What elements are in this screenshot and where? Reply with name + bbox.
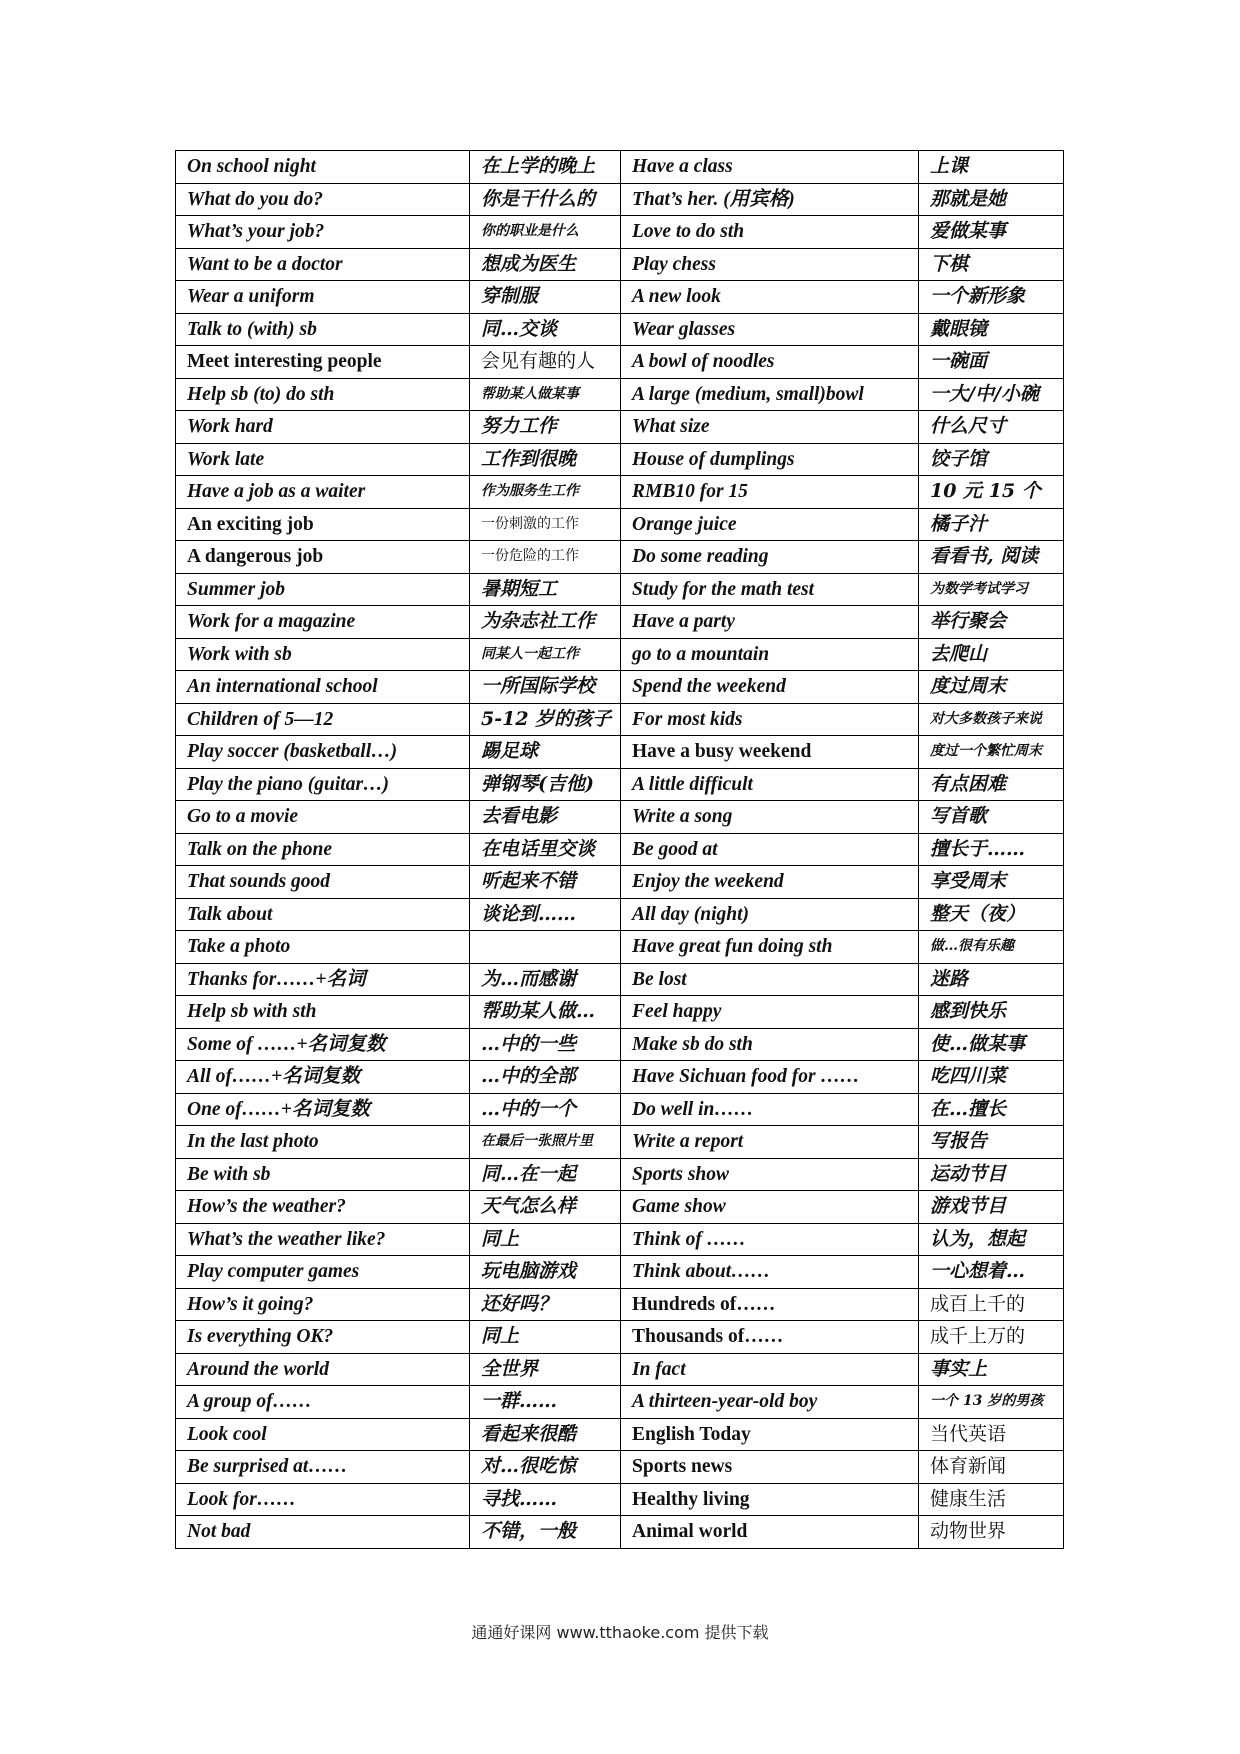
- phrase-chinese-left: 同…交谈: [470, 313, 621, 346]
- phrase-english-left: A group of……: [176, 1386, 470, 1419]
- phrase-chinese-right: 那就是她: [919, 183, 1064, 216]
- table-row: [176, 1256, 1064, 1289]
- phrase-english-left: Work hard: [176, 411, 470, 444]
- table-row: [176, 1158, 1064, 1191]
- phrase-chinese-right: 有点困难: [919, 768, 1064, 801]
- phrase-english-left: Help sb (to) do sth: [176, 378, 470, 411]
- table-row: [176, 638, 1064, 671]
- phrase-english-right: Play chess: [621, 248, 919, 281]
- phrase-chinese-right: 游戏节目: [919, 1191, 1064, 1224]
- phrase-chinese-left: 同…在一起: [470, 1158, 621, 1191]
- phrase-chinese-left: 在最后一张照片里: [470, 1126, 621, 1159]
- phrase-english-right: Do well in……: [621, 1093, 919, 1126]
- phrase-chinese-right: 戴眼镜: [919, 313, 1064, 346]
- phrase-english-right: House of dumplings: [621, 443, 919, 476]
- phrase-chinese-right: 一心想着…: [919, 1256, 1064, 1289]
- table-row: [176, 443, 1064, 476]
- phrase-chinese-right: 橘子汁: [919, 508, 1064, 541]
- phrase-english-right: Have a busy weekend: [621, 736, 919, 769]
- table-row: [176, 1451, 1064, 1484]
- phrase-english-right: Orange juice: [621, 508, 919, 541]
- phrase-chinese-right: 度过周末: [919, 671, 1064, 704]
- phrase-english-left: Play computer games: [176, 1256, 470, 1289]
- phrase-chinese-left: …中的一个: [470, 1093, 621, 1126]
- phrase-english-left: Talk on the phone: [176, 833, 470, 866]
- phrase-chinese-left: 为杂志社工作: [470, 606, 621, 639]
- phrase-chinese-left: 你的职业是什么: [470, 216, 621, 249]
- phrase-chinese-right: 感到快乐: [919, 996, 1064, 1029]
- phrase-chinese-left: 谈论到……: [470, 898, 621, 931]
- phrase-english-right: Thousands of……: [621, 1321, 919, 1354]
- phrase-chinese-right: 写首歌: [919, 801, 1064, 834]
- phrase-english-right: English Today: [621, 1418, 919, 1451]
- phrase-english-right: Write a report: [621, 1126, 919, 1159]
- phrase-chinese-left: [470, 931, 621, 964]
- table-row: [176, 1223, 1064, 1256]
- phrase-chinese-right: 对大多数孩子来说: [919, 703, 1064, 736]
- phrase-english-left: Around the world: [176, 1353, 470, 1386]
- table-row: [176, 346, 1064, 379]
- footer-credit: 通通好课网 www.tthaoke.com 提供下载: [471, 1623, 769, 1642]
- phrase-chinese-left: 玩电脑游戏: [470, 1256, 621, 1289]
- phrase-english-left: Look for……: [176, 1483, 470, 1516]
- phrase-english-left: Work late: [176, 443, 470, 476]
- phrase-chinese-left: 同上: [470, 1223, 621, 1256]
- phrase-chinese-right: 一个新形象: [919, 281, 1064, 314]
- phrase-chinese-left: 作为服务生工作: [470, 476, 621, 509]
- phrase-chinese-left: 还好吗？: [470, 1288, 621, 1321]
- phrase-english-left: Work with sb: [176, 638, 470, 671]
- phrase-chinese-right: 动物世界: [919, 1516, 1064, 1549]
- phrase-chinese-left: 一份危险的工作: [470, 541, 621, 574]
- phrase-english-left: What do you do?: [176, 183, 470, 216]
- phrase-english-left: That sounds good: [176, 866, 470, 899]
- phrase-chinese-right: 成千上万的: [919, 1321, 1064, 1354]
- phrase-chinese-right: 享受周末: [919, 866, 1064, 899]
- phrase-chinese-right: 当代英语: [919, 1418, 1064, 1451]
- phrase-english-left: All of……+名词复数: [176, 1061, 470, 1094]
- phrase-english-right: All day (night): [621, 898, 919, 931]
- table-row: [176, 1353, 1064, 1386]
- phrase-english-right: Write a song: [621, 801, 919, 834]
- phrase-chinese-left: 一所国际学校: [470, 671, 621, 704]
- phrase-chinese-left: 寻找……: [470, 1483, 621, 1516]
- table-row: [176, 898, 1064, 931]
- table-row: [176, 541, 1064, 574]
- phrase-chinese-right: 在…擅长: [919, 1093, 1064, 1126]
- phrase-english-left: Summer job: [176, 573, 470, 606]
- phrase-english-right: RMB10 for 15: [621, 476, 919, 509]
- phrase-english-left: On school night: [176, 151, 470, 184]
- phrase-chinese-left: 同上: [470, 1321, 621, 1354]
- phrase-chinese-left: 在上学的晚上: [470, 151, 621, 184]
- table-row: [176, 1516, 1064, 1549]
- table-row: [176, 1093, 1064, 1126]
- phrase-english-right: Think of ……: [621, 1223, 919, 1256]
- table-row: [176, 1288, 1064, 1321]
- phrase-chinese-left: 会见有趣的人: [470, 346, 621, 379]
- phrase-english-right: Healthy living: [621, 1483, 919, 1516]
- phrase-english-left: Meet interesting people: [176, 346, 470, 379]
- phrase-english-right: Sports show: [621, 1158, 919, 1191]
- phrase-english-right: A thirteen-year-old boy: [621, 1386, 919, 1419]
- table-row: [176, 963, 1064, 996]
- phrase-english-left: Some of ……+名词复数: [176, 1028, 470, 1061]
- phrase-english-right: Have a class: [621, 151, 919, 184]
- phrase-chinese-right: 使…做某事: [919, 1028, 1064, 1061]
- phrase-english-left: What’s your job?: [176, 216, 470, 249]
- phrase-english-right: What size: [621, 411, 919, 444]
- phrase-english-right: That’s her. (用宾格): [621, 183, 919, 216]
- phrase-chinese-left: …中的全部: [470, 1061, 621, 1094]
- phrase-english-left: Want to be a doctor: [176, 248, 470, 281]
- phrase-chinese-left: 穿制服: [470, 281, 621, 314]
- phrase-chinese-left: 工作到很晚: [470, 443, 621, 476]
- phrase-chinese-right: 上课: [919, 151, 1064, 184]
- table-row: [176, 476, 1064, 509]
- phrase-chinese-right: 为数学考试学习: [919, 573, 1064, 606]
- phrase-chinese-right: 写报告: [919, 1126, 1064, 1159]
- table-row: [176, 1061, 1064, 1094]
- table-row: [176, 866, 1064, 899]
- phrase-chinese-left: 一份刺激的工作: [470, 508, 621, 541]
- phrase-chinese-left: 暑期短工: [470, 573, 621, 606]
- table-row: [176, 1321, 1064, 1354]
- phrase-english-right: Study for the math test: [621, 573, 919, 606]
- table-row: [176, 931, 1064, 964]
- phrase-chinese-right: 做…很有乐趣: [919, 931, 1064, 964]
- phrase-chinese-left: …中的一些: [470, 1028, 621, 1061]
- phrase-english-right: A new look: [621, 281, 919, 314]
- table-row: [176, 183, 1064, 216]
- phrase-english-right: For most kids: [621, 703, 919, 736]
- table-row: [176, 508, 1064, 541]
- table-row: [176, 1386, 1064, 1419]
- phrase-chinese-left: 听起来不错: [470, 866, 621, 899]
- phrase-chinese-left: 同某人一起工作: [470, 638, 621, 671]
- table-row: [176, 281, 1064, 314]
- phrase-chinese-right: 一个 13 岁的男孩: [919, 1386, 1064, 1419]
- phrase-english-right: A large (medium, small)bowl: [621, 378, 919, 411]
- phrase-english-left: A dangerous job: [176, 541, 470, 574]
- phrase-chinese-right: 饺子馆: [919, 443, 1064, 476]
- phrase-english-left: Thanks for……+名词: [176, 963, 470, 996]
- table-row: [176, 671, 1064, 704]
- phrase-chinese-left: 你是干什么的: [470, 183, 621, 216]
- phrase-english-left: Not bad: [176, 1516, 470, 1549]
- phrase-chinese-right: 迷路: [919, 963, 1064, 996]
- phrase-chinese-right: 事实上: [919, 1353, 1064, 1386]
- table-row: [176, 1483, 1064, 1516]
- phrase-chinese-right: 认为，想起: [919, 1223, 1064, 1256]
- table-row: [176, 411, 1064, 444]
- phrase-english-left: In the last photo: [176, 1126, 470, 1159]
- phrase-chinese-left: 天气怎么样: [470, 1191, 621, 1224]
- table-row: [176, 313, 1064, 346]
- table-row: [176, 736, 1064, 769]
- phrase-english-right: Do some reading: [621, 541, 919, 574]
- phrase-english-right: Spend the weekend: [621, 671, 919, 704]
- phrase-chinese-right: 爱做某事: [919, 216, 1064, 249]
- phrase-chinese-right: 健康生活: [919, 1483, 1064, 1516]
- phrase-english-right: In fact: [621, 1353, 919, 1386]
- phrase-chinese-left: 帮助某人做…: [470, 996, 621, 1029]
- phrase-chinese-left: 为…而感谢: [470, 963, 621, 996]
- phrase-english-left: Play the piano (guitar…): [176, 768, 470, 801]
- phrase-chinese-right: 看看书, 阅读: [919, 541, 1064, 574]
- table-row: [176, 801, 1064, 834]
- phrase-english-right: Love to do sth: [621, 216, 919, 249]
- phrase-english-left: Be with sb: [176, 1158, 470, 1191]
- phrase-chinese-left: 一群……: [470, 1386, 621, 1419]
- phrase-english-left: An exciting job: [176, 508, 470, 541]
- phrase-chinese-left: 努力工作: [470, 411, 621, 444]
- phrase-english-left: Wear a uniform: [176, 281, 470, 314]
- phrase-english-left: What’s the weather like?: [176, 1223, 470, 1256]
- phrase-english-left: Look cool: [176, 1418, 470, 1451]
- phrase-english-right: Enjoy the weekend: [621, 866, 919, 899]
- phrase-chinese-right: 擅长于……: [919, 833, 1064, 866]
- table-row: [176, 1126, 1064, 1159]
- phrase-chinese-right: 举行聚会: [919, 606, 1064, 639]
- phrase-english-right: Feel happy: [621, 996, 919, 1029]
- phrase-english-left: Have a job as a waiter: [176, 476, 470, 509]
- table-row: [176, 1418, 1064, 1451]
- phrase-chinese-right: 什么尺寸: [919, 411, 1064, 444]
- phrase-chinese-left: 不错，一般: [470, 1516, 621, 1549]
- phrase-english-right: Be good at: [621, 833, 919, 866]
- phrase-english-left: Work for a magazine: [176, 606, 470, 639]
- phrase-chinese-right: 整天（夜）: [919, 898, 1064, 931]
- phrase-chinese-left: 在电话里交谈: [470, 833, 621, 866]
- phrase-english-left: Talk to (with) sb: [176, 313, 470, 346]
- phrase-english-right: go to a mountain: [621, 638, 919, 671]
- phrase-chinese-right: 一碗面: [919, 346, 1064, 379]
- phrase-chinese-right: 下棋: [919, 248, 1064, 281]
- phrase-chinese-right: 吃四川菜: [919, 1061, 1064, 1094]
- phrase-chinese-left: 踢足球: [470, 736, 621, 769]
- phrase-english-right: A bowl of noodles: [621, 346, 919, 379]
- table-row: [176, 378, 1064, 411]
- phrase-english-left: How’s it going?: [176, 1288, 470, 1321]
- phrase-english-right: Have a party: [621, 606, 919, 639]
- phrase-chinese-right: 一大/中/小碗: [919, 378, 1064, 411]
- phrase-chinese-left: 想成为医生: [470, 248, 621, 281]
- phrase-english-left: Play soccer (basketball…): [176, 736, 470, 769]
- phrase-english-right: Sports news: [621, 1451, 919, 1484]
- phrase-english-left: An international school: [176, 671, 470, 704]
- phrase-english-left: Help sb with sth: [176, 996, 470, 1029]
- phrase-english-right: Game show: [621, 1191, 919, 1224]
- phrase-chinese-right: 体育新闻: [919, 1451, 1064, 1484]
- table-row: [176, 1191, 1064, 1224]
- phrase-chinese-left: 对…很吃惊: [470, 1451, 621, 1484]
- phrase-english-right: A little difficult: [621, 768, 919, 801]
- table-row: [176, 151, 1064, 184]
- phrase-english-left: How’s the weather?: [176, 1191, 470, 1224]
- vocabulary-table: [175, 150, 1064, 1549]
- table-row: [176, 606, 1064, 639]
- phrase-chinese-left: 5-12 岁的孩子: [470, 703, 621, 736]
- table-row: [176, 996, 1064, 1029]
- phrase-english-left: Talk about: [176, 898, 470, 931]
- phrase-chinese-right: 10 元 15 个: [919, 476, 1064, 509]
- phrase-english-right: Have Sichuan food for ……: [621, 1061, 919, 1094]
- table-row: [176, 703, 1064, 736]
- phrase-chinese-right: 去爬山: [919, 638, 1064, 671]
- phrase-english-left: Take a photo: [176, 931, 470, 964]
- table-row: [176, 216, 1064, 249]
- table-row: [176, 248, 1064, 281]
- table-row: [176, 1028, 1064, 1061]
- vocabulary-table-body: [176, 151, 1064, 1549]
- phrase-english-right: Animal world: [621, 1516, 919, 1549]
- phrase-chinese-left: 帮助某人做某事: [470, 378, 621, 411]
- table-row: [176, 768, 1064, 801]
- phrase-english-right: Be lost: [621, 963, 919, 996]
- phrase-english-left: Is everything OK?: [176, 1321, 470, 1354]
- phrase-chinese-left: 全世界: [470, 1353, 621, 1386]
- phrase-english-right: Hundreds of……: [621, 1288, 919, 1321]
- phrase-english-right: Think about……: [621, 1256, 919, 1289]
- phrase-english-right: Make sb do sth: [621, 1028, 919, 1061]
- phrase-english-left: One of……+名词复数: [176, 1093, 470, 1126]
- phrase-chinese-left: 弹钢琴(吉他): [470, 768, 621, 801]
- phrase-chinese-right: 运动节目: [919, 1158, 1064, 1191]
- phrase-english-left: Be surprised at……: [176, 1451, 470, 1484]
- phrase-chinese-left: 去看电影: [470, 801, 621, 834]
- phrase-chinese-right: 度过一个繁忙周末: [919, 736, 1064, 769]
- phrase-chinese-left: 看起来很酷: [470, 1418, 621, 1451]
- phrase-english-left: Children of 5—12: [176, 703, 470, 736]
- phrase-english-left: Go to a movie: [176, 801, 470, 834]
- phrase-chinese-right: 成百上千的: [919, 1288, 1064, 1321]
- table-row: [176, 573, 1064, 606]
- phrase-english-right: Have great fun doing sth: [621, 931, 919, 964]
- table-row: [176, 833, 1064, 866]
- phrase-english-right: Wear glasses: [621, 313, 919, 346]
